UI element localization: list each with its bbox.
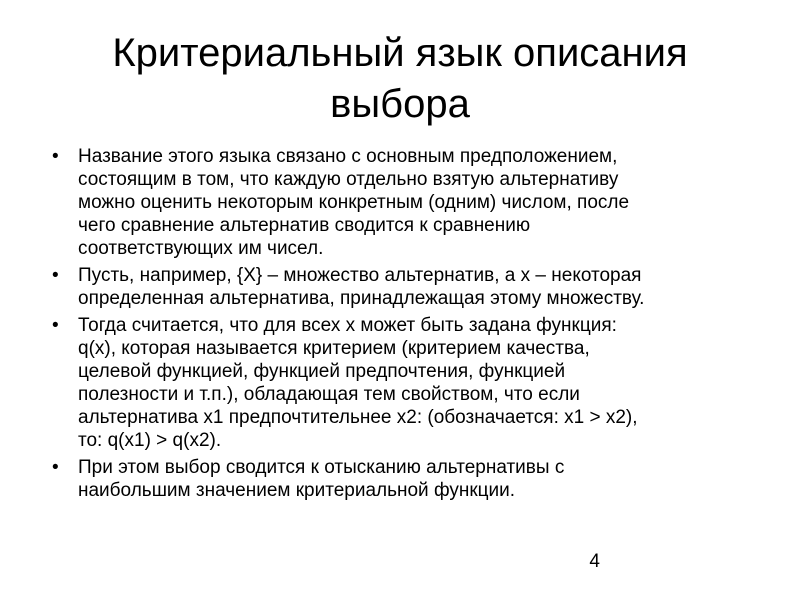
bullet-line: Пусть, например, {X} – множество альтернатив, а x – некоторая (78, 265, 642, 286)
bullet-marker-icon: • (52, 457, 59, 478)
bullet-line: Название этого языка связано с основным предположением, (78, 146, 618, 167)
bullet-marker-icon: • (52, 315, 59, 336)
bullet-marker-icon: • (52, 265, 59, 286)
slide-title (40, 28, 760, 130)
bullet-line: Тогда считается, что для всех x может быть задана функция: (78, 315, 617, 336)
bullet-line: определенная альтернатива, принадлежащая этому множеству. (78, 288, 645, 309)
bullet-line: альтернатива x1 предпочтительнее x2: (обозначается: x1 > x2), (78, 407, 638, 428)
bullet-line: состоящим в том, что каждую отдельно взятую альтернативу (78, 169, 619, 190)
bullet-line: можно оценить некоторым конкретным (одним) числом, после (78, 192, 630, 213)
bullet-item (52, 456, 752, 502)
bullet-line: целевой функцией, функцией предпочтения, функцией (78, 361, 566, 382)
bullet-line: то: q(x1) > q(x2). (78, 430, 222, 451)
title-line: Критериальный язык описания (112, 31, 688, 75)
bullet-item (52, 314, 752, 452)
bullet-line: наибольшим значением критериальной функции. (78, 480, 516, 501)
title-line: выбора (330, 82, 470, 126)
bullet-item (52, 264, 752, 310)
bullet-item (52, 145, 752, 260)
bullet-line: соответствующих им чисел. (78, 238, 324, 259)
page-number: 4 (589, 551, 600, 572)
bullet-marker-icon: • (52, 146, 59, 167)
bullet-line: чего сравнение альтернатив сводится к сравнению (78, 215, 531, 236)
bullet-line: q(x), которая называется критерием (критерием качества, (78, 338, 590, 359)
bullet-list (52, 145, 752, 506)
bullet-line: При этом выбор сводится к отысканию альтернативы с (78, 457, 565, 478)
bullet-line: полезности и т.п.), обладающая тем свойством, что если (78, 384, 580, 405)
